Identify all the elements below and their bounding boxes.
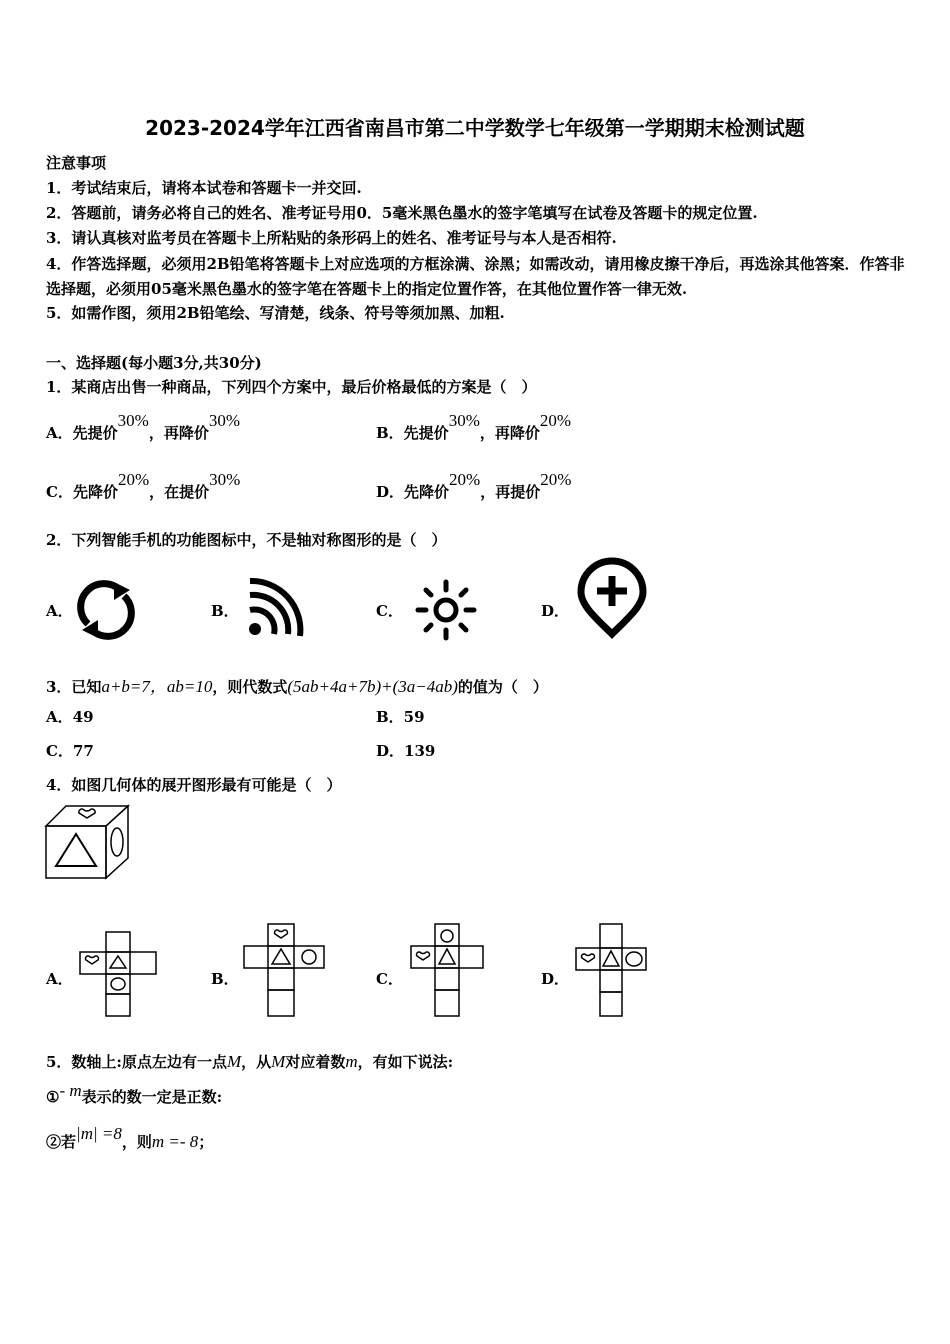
q1-c-p1: 20%: [117, 470, 150, 489]
q1-b-mid: ，再降价: [479, 424, 540, 442]
q4-label-c: C．: [376, 970, 403, 988]
q4-stem: 4．如图几何体的展开图形最有可能是（ ）: [46, 776, 342, 794]
q5-point-m-2: M: [271, 1052, 286, 1071]
q1-a-mid: ，再降价: [148, 424, 209, 442]
q5-s2-post: ；: [198, 1133, 214, 1151]
q4-label-b: B．: [211, 970, 239, 988]
q4-label-a: A．: [46, 970, 73, 988]
q1-b-p1: 30%: [448, 411, 480, 430]
wifi-signal-icon: [246, 578, 306, 640]
notice-heading: 注意事项: [46, 154, 107, 172]
q1-option-a: [46, 411, 240, 443]
q2-label-a: A．: [46, 602, 73, 620]
q1-d-p1: 20%: [449, 470, 481, 489]
q4-label-d: D．: [541, 970, 570, 988]
q3-stem: [46, 672, 548, 697]
q5-stem-c: 对应着数: [285, 1053, 346, 1071]
net-option-d: [574, 922, 648, 1018]
q3-option-d: D．139: [376, 742, 436, 760]
q5-stem-a: 5．数轴上:原点左边有一点: [46, 1053, 227, 1071]
q5-s2-result: m =- 8: [151, 1132, 199, 1151]
q3-stem-mid: ，则代数式: [212, 678, 288, 696]
location-plus-icon: [576, 560, 648, 640]
q1-b-p2: 20%: [539, 411, 572, 430]
net-option-a: [78, 930, 158, 1018]
q5-stem-d: ，有如下说法:: [357, 1053, 454, 1071]
notice-item-1: 1．考试结束后，请将本试卷和答题卡一并交回.: [46, 179, 362, 197]
q3-expression: (5ab+4a+7b)+(3a−4ab): [287, 677, 458, 696]
q1-d-mid: ，再提价: [480, 483, 541, 501]
refresh-icon: [76, 580, 136, 640]
q1-a-label: A．先提价: [46, 424, 118, 442]
q3-condition: a+b=7，ab=10: [101, 677, 213, 696]
q2-label-b: B．: [211, 602, 239, 620]
q1-option-b: [376, 411, 572, 443]
q2-label-c: C．: [376, 602, 403, 620]
q1-d-p2: 20%: [540, 470, 572, 489]
q1-a-p2: 30%: [208, 411, 240, 430]
q1-a-p1: 30%: [117, 411, 149, 430]
q5-s2-condition: |m| =8: [76, 1124, 122, 1143]
q3-option-a: A．49: [46, 708, 94, 726]
q1-c-mid: ，在提价: [149, 483, 210, 501]
section-heading: 一、选择题(每小题3分,共30分): [46, 354, 262, 372]
q3-option-b: B．59: [376, 708, 425, 726]
q3-stem-pre: 3．已知: [46, 678, 102, 696]
q1-d-label: D．先降价: [376, 483, 450, 501]
q5-stem-b: ，从: [241, 1053, 272, 1071]
q1-stem: 1．某商店出售一种商品，下列四个方案中，最后价格最低的方案是（ ）: [46, 378, 537, 396]
q2-stem: 2．下列智能手机的功能图标中，不是轴对称图形的是（ ）: [46, 531, 447, 549]
net-option-c: [409, 922, 485, 1018]
q5-s1-math: - m: [59, 1081, 82, 1100]
q5-statement-1: [46, 1081, 223, 1107]
q1-c-p2: 30%: [209, 470, 241, 489]
q5-stem: [46, 1051, 453, 1072]
q5-number-m: m: [345, 1052, 358, 1071]
q3-option-c: C．77: [46, 742, 94, 760]
q3-stem-post: 的值为（ ）: [457, 678, 548, 696]
q5-s1-pre: ①: [46, 1088, 60, 1106]
q1-option-d: [376, 470, 572, 502]
q5-s1-post: 表示的数一定是正数:: [81, 1088, 223, 1106]
q1-b-label: B．先提价: [376, 424, 449, 442]
notice-item-5: 5．如需作图，须用2B铅笔绘、写清楚，线条、符号等须加黑、加粗.: [46, 304, 505, 322]
page-title: 2023-2024学年江西省南昌市第二中学数学七年级第一学期期末检测试题: [145, 116, 805, 140]
q5-s2-mid: ，则: [121, 1133, 152, 1151]
notice-item-2: 2．答题前，请务必将自己的姓名、准考证号用0．5毫米黑色墨水的签字笔填写在试卷及答题卡的规定位置.: [46, 204, 758, 222]
sun-icon: [416, 580, 476, 640]
net-option-b: [242, 922, 334, 1018]
q1-c-label: C．先降价: [46, 483, 118, 501]
q2-label-d: D．: [541, 602, 570, 620]
notice-item-3: 3．请认真核对监考员在答题卡上所粘贴的条形码上的姓名、准考证号与本人是否相符.: [46, 229, 617, 247]
q5-statement-2: [46, 1124, 214, 1152]
notice-item-4: 4．作答选择题，必须用2B铅笔将答题卡上对应选项的方框涂满、涂黑；如需改动，请用橡皮擦干净后，再选涂其他答案．作答非选择题，必须用05毫米黑色墨水的签字笔在答题卡上的指定位置作答，在其他位置作答一律无效.: [46, 255, 905, 298]
cube-figure: [44, 804, 132, 880]
q1-option-c: [46, 470, 241, 502]
q5-s2-pre: ②若: [46, 1133, 77, 1151]
q5-point-m: M: [226, 1052, 242, 1071]
